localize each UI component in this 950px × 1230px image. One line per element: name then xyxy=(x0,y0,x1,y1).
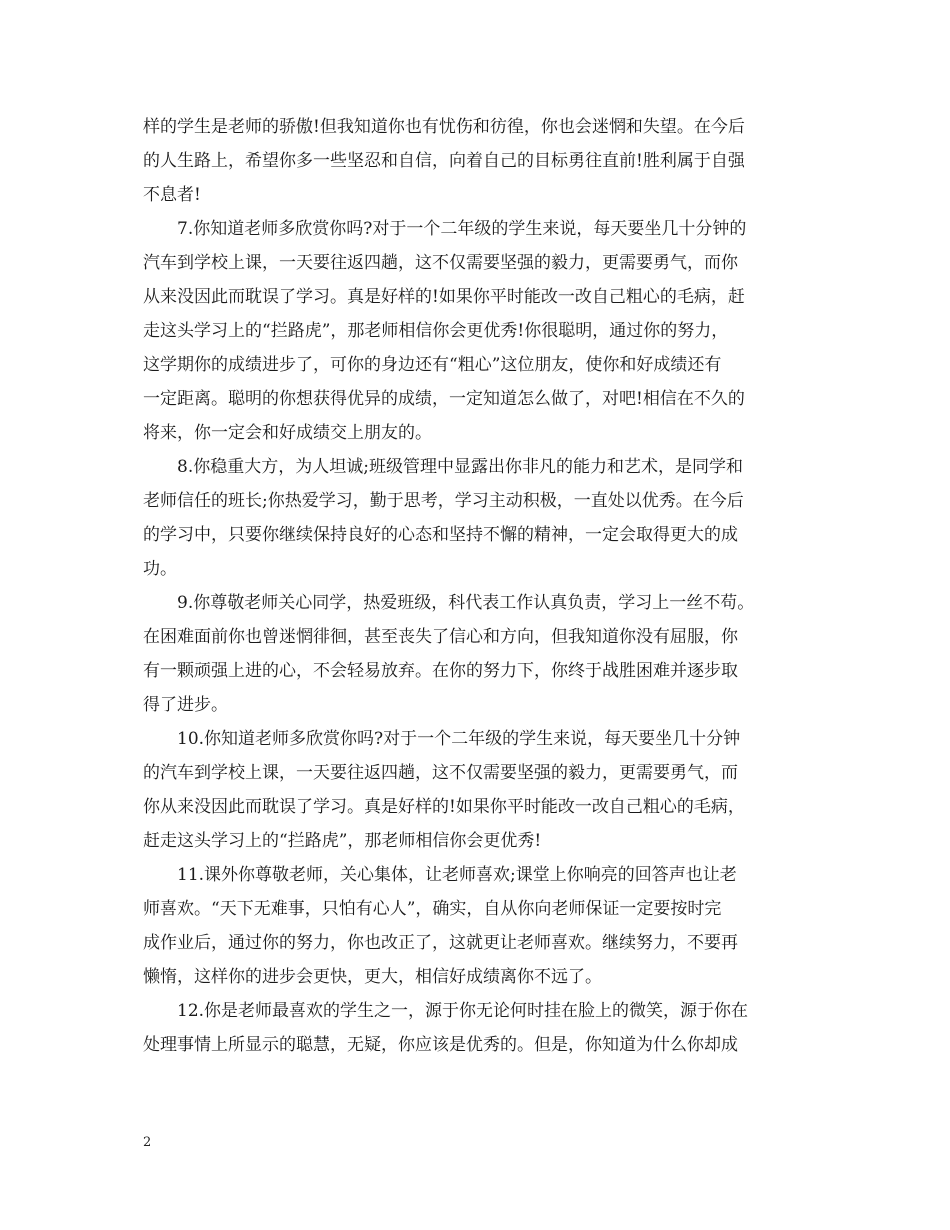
text-line: 在困难面前你也曾迷惘徘徊，甚至丧失了信心和方向，但我知道你没有屈服，你 xyxy=(143,627,738,647)
paragraph-first-line: 12.你是老师最喜欢的学生之一，源于你无论何时挂在脸上的微笑，源于你在 xyxy=(177,1001,749,1021)
text-line: 赶走这头学习上的“拦路虎”，那老师相信你会更优秀! xyxy=(143,831,542,851)
text-line: 的学习中，只要你继续保持良好的心态和坚持不懈的精神，一定会取得更大的成 xyxy=(143,525,738,545)
text-line: 这学期你的成绩进步了，可你的身边还有“粗心”这位朋友，使你和好成绩还有 xyxy=(143,355,722,375)
text-line: 汽车到学校上课，一天要往返四趟，这不仅需要坚强的毅力，更需要勇气，而你 xyxy=(143,253,738,273)
body-text xyxy=(143,110,811,1062)
paragraph-first-line: 9.你尊敬老师关心同学，热爱班级，科代表工作认真负责，学习上一丝不苟。 xyxy=(177,593,755,613)
text-line: 得了进步。 xyxy=(143,695,228,715)
text-line: 从来没因此而耽误了学习。真是好样的!如果你平时能改一改自己粗心的毛病，赶 xyxy=(143,287,745,307)
page-number: 2 xyxy=(143,1135,152,1150)
text-line: 样的学生是老师的骄傲!但我知道你也有忧伤和彷徨，你也会迷惘和失望。在今后 xyxy=(143,117,745,137)
paragraph-first-line: 8.你稳重大方，为人坦诚;班级管理中显露出你非凡的能力和艺术，是同学和 xyxy=(177,457,743,477)
text-line: 有一颗顽强上进的心，不会轻易放弃。在你的努力下，你终于战胜困难并逐步取 xyxy=(143,661,738,681)
text-line: 师喜欢。“天下无难事，只怕有心人”，确实，自从你向老师保证一定要按时完 xyxy=(143,899,722,919)
text-line: 走这头学习上的“拦路虎”，那老师相信你会更优秀!你很聪明，通过你的努力， xyxy=(143,321,729,341)
text-line: 功。 xyxy=(143,559,177,579)
text-line: 处理事情上所显示的聪慧，无疑，你应该是优秀的。但是，你知道为什么你却成 xyxy=(143,1035,738,1055)
paragraph-first-line: 11.课外你尊敬老师，关心集体，让老师喜欢;课堂上你响亮的回答声也让老 xyxy=(177,865,737,885)
text-line: 一定距离。聪明的你想获得优异的成绩，一定知道怎么做了，对吧!相信在不久的 xyxy=(143,389,745,409)
text-line: 老师信任的班长;你热爱学习，勤于思考，学习主动积极，一直处以优秀。在今后 xyxy=(143,491,744,511)
text-line: 不息者! xyxy=(143,185,201,205)
paragraph-first-line: 10.你知道老师多欣赏你吗?对于一个二年级的学生来说，每天要坐几十分钟 xyxy=(177,729,741,749)
text-line: 的汽车到学校上课，一天要往返四趟，这不仅需要坚强的毅力，更需要勇气，而 xyxy=(143,763,738,783)
text-line: 将来，你一定会和好成绩交上朋友的。 xyxy=(143,423,432,443)
text-line: 你从来没因此而耽误了学习。真是好样的!如果你平时能改一改自己粗心的毛病， xyxy=(143,797,745,817)
text-line: 的人生路上，希望你多一些坚忍和自信，向着自己的目标勇往直前!胜利属于自强 xyxy=(143,151,745,171)
paragraph-first-line: 7.你知道老师多欣赏你吗?对于一个二年级的学生来说，每天要坐几十分钟的 xyxy=(177,219,747,239)
text-line: 懒惰，这样你的进步会更快，更大，相信好成绩离你不远了。 xyxy=(143,967,602,987)
text-line: 成作业后，通过你的努力，你也改正了，这就更让老师喜欢。继续努力，不要再 xyxy=(143,933,738,953)
